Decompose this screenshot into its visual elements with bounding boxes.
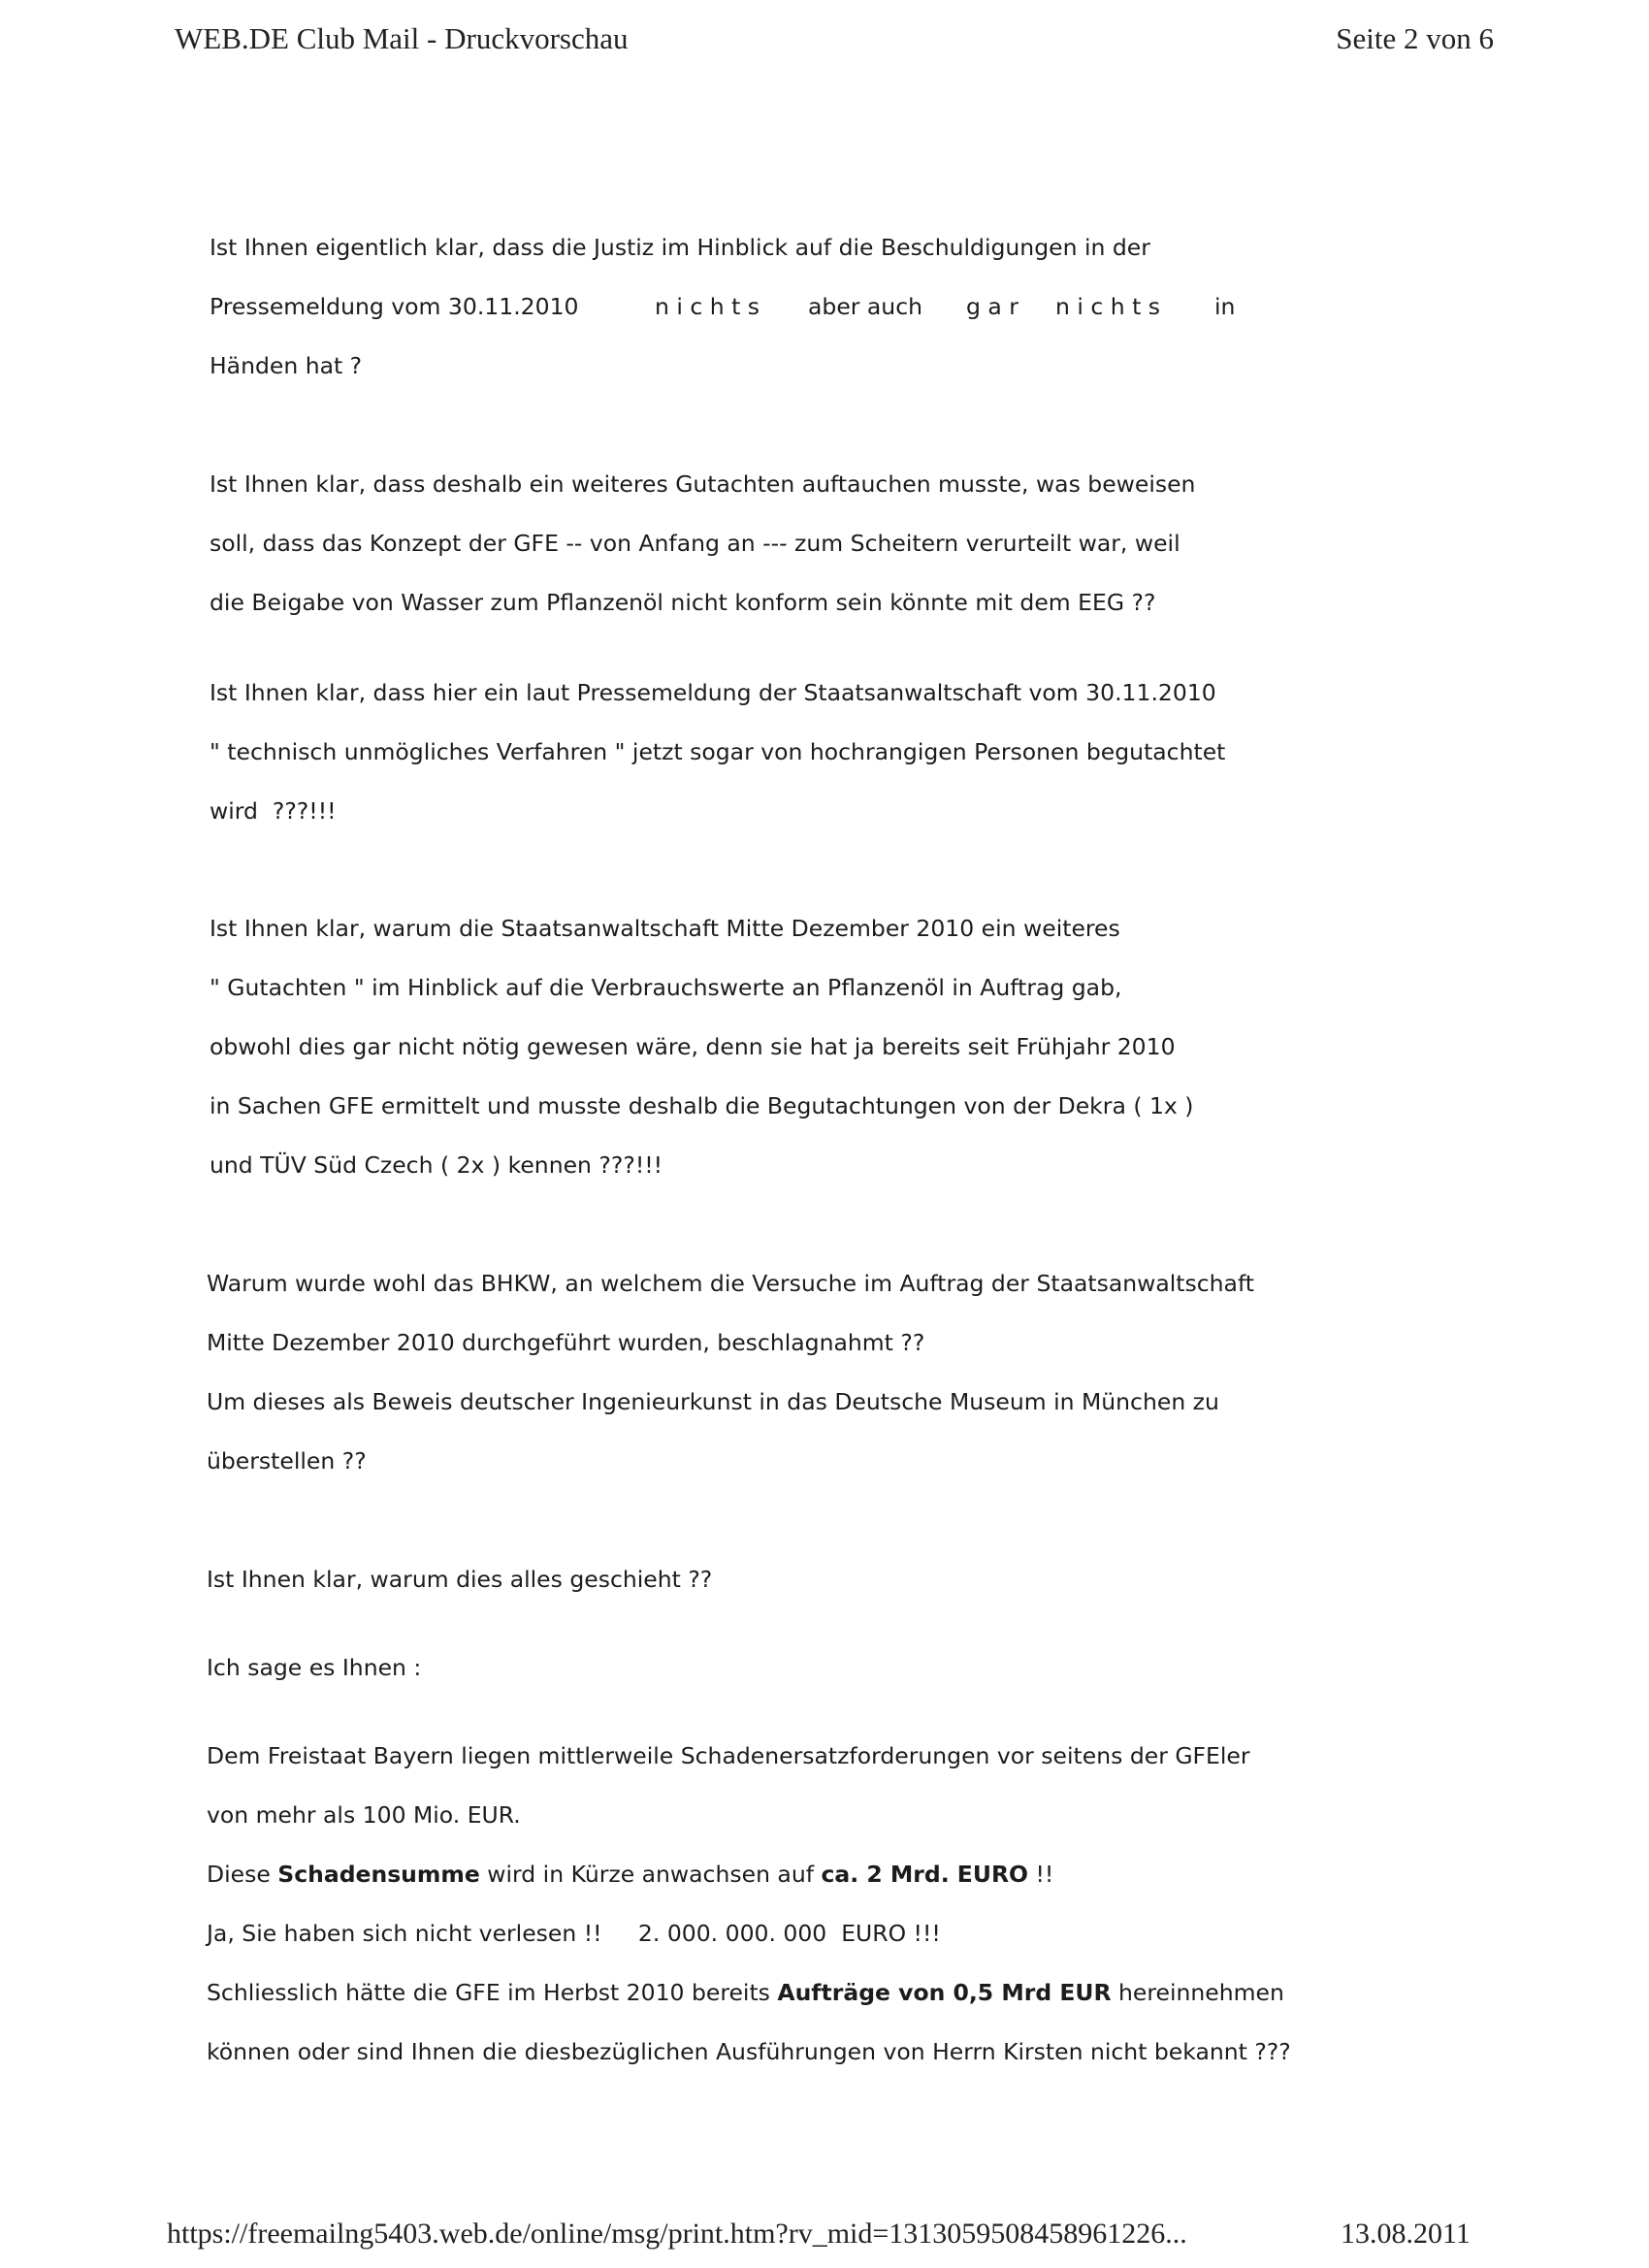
print-footer-url: https://freemailng5403.web.de/online/msg/print.htm?rv_mid=1313059508458961226... [167,2218,1187,2250]
text-segment: Schliesslich hätte die GFE im Herbst 2010 bereits [207,1979,778,2006]
text-line: " technisch unmögliches Verfahren " jetzt sogar von hochrangigen Personen begutachtet [210,738,1226,765]
text-line: in Sachen GFE ermittelt und musste deshalb die Begutachtungen von der Dekra ( 1x ) [210,1092,1194,1119]
text-line: Händen hat ? [210,352,363,379]
bold-emphasis: Aufträge von 0,5 Mrd EUR [777,1979,1112,2006]
text-line: Ich sage es Ihnen : [207,1654,422,1681]
spaced-emphasis: n i c h t s [1055,293,1161,320]
text-line: Um dieses als Beweis deutscher Ingenieurkunst in das Deutsche Museum in München zu [207,1388,1219,1415]
text-segment: hereinnehmen [1111,1979,1284,2006]
text-segment: Pressemeldung vom 30.11.2010 [210,293,579,320]
text-line: " Gutachten " im Hinblick auf die Verbrauchswerte an Pflanzenöl in Auftrag gab, [210,974,1122,1001]
text-segment: !! [1028,1861,1054,1888]
text-line [210,293,1277,325]
text-segment: Diese [207,1861,278,1888]
text-segment: wird in Kürze anwachsen auf [479,1861,822,1888]
text-line: und TÜV Süd Czech ( 2x ) kennen ???!!! [210,1151,663,1179]
text-line: überstellen ?? [207,1447,367,1474]
text-segment: aber auch [808,293,923,320]
text-line: Ist Ihnen klar, warum dies alles geschieht ?? [207,1566,713,1593]
text-segment: in [1214,293,1236,320]
bold-emphasis: Schadensumme [277,1861,480,1888]
spaced-emphasis: g a r [966,293,1018,320]
text-line: Ist Ihnen eigentlich klar, dass die Justiz im Hinblick auf die Beschuldigungen in der [210,234,1150,261]
text-line: können oder sind Ihnen die diesbezüglichen Ausführungen von Herrn Kirsten nicht bekannt ??? [207,2038,1291,2065]
text-line: Mitte Dezember 2010 durchgeführt wurden, beschlagnahmt ?? [207,1329,925,1356]
text-line: Ist Ihnen klar, dass deshalb ein weiteres Gutachten auftauchen musste, was beweisen [210,470,1196,498]
text-line: Ja, Sie haben sich nicht verlesen !! 2. 000. 000. 000 EURO !!! [207,1920,941,1947]
print-header-title: WEB.DE Club Mail - Druckvorschau [175,21,629,55]
text-line: Ist Ihnen klar, dass hier ein laut Pressemeldung der Staatsanwaltschaft vom 30.11.2010 [210,679,1216,706]
bold-emphasis: ca. 2 Mrd. EURO [821,1861,1029,1888]
page-number: Seite 2 von 6 [1336,21,1494,55]
text-line: die Beigabe von Wasser zum Pflanzenöl nicht konform sein könnte mit dem EEG ?? [210,589,1156,616]
text-line [207,1863,1053,1887]
text-line: Warum wurde wohl das BHKW, an welchem die Versuche im Auftrag der Staatsanwaltschaft [207,1270,1255,1297]
text-line: Dem Freistaat Bayern liegen mittlerweile Schadenersatzforderungen vor seitens der GFEler [207,1742,1250,1769]
print-footer-date: 13.08.2011 [1341,2218,1471,2250]
text-line [207,1979,1284,2006]
text-line: soll, dass das Konzept der GFE -- von Anfang an --- zum Scheitern verurteilt war, weil [210,530,1180,557]
text-line: obwohl dies gar nicht nötig gewesen wäre, denn sie hat ja bereits seit Frühjahr 2010 [210,1033,1176,1060]
text-line: wird ???!!! [210,797,337,825]
text-line: von mehr als 100 Mio. EUR. [207,1801,521,1829]
text-line: Ist Ihnen klar, warum die Staatsanwaltschaft Mitte Dezember 2010 ein weiteres [210,915,1120,942]
spaced-emphasis: n i c h t s [655,293,760,320]
